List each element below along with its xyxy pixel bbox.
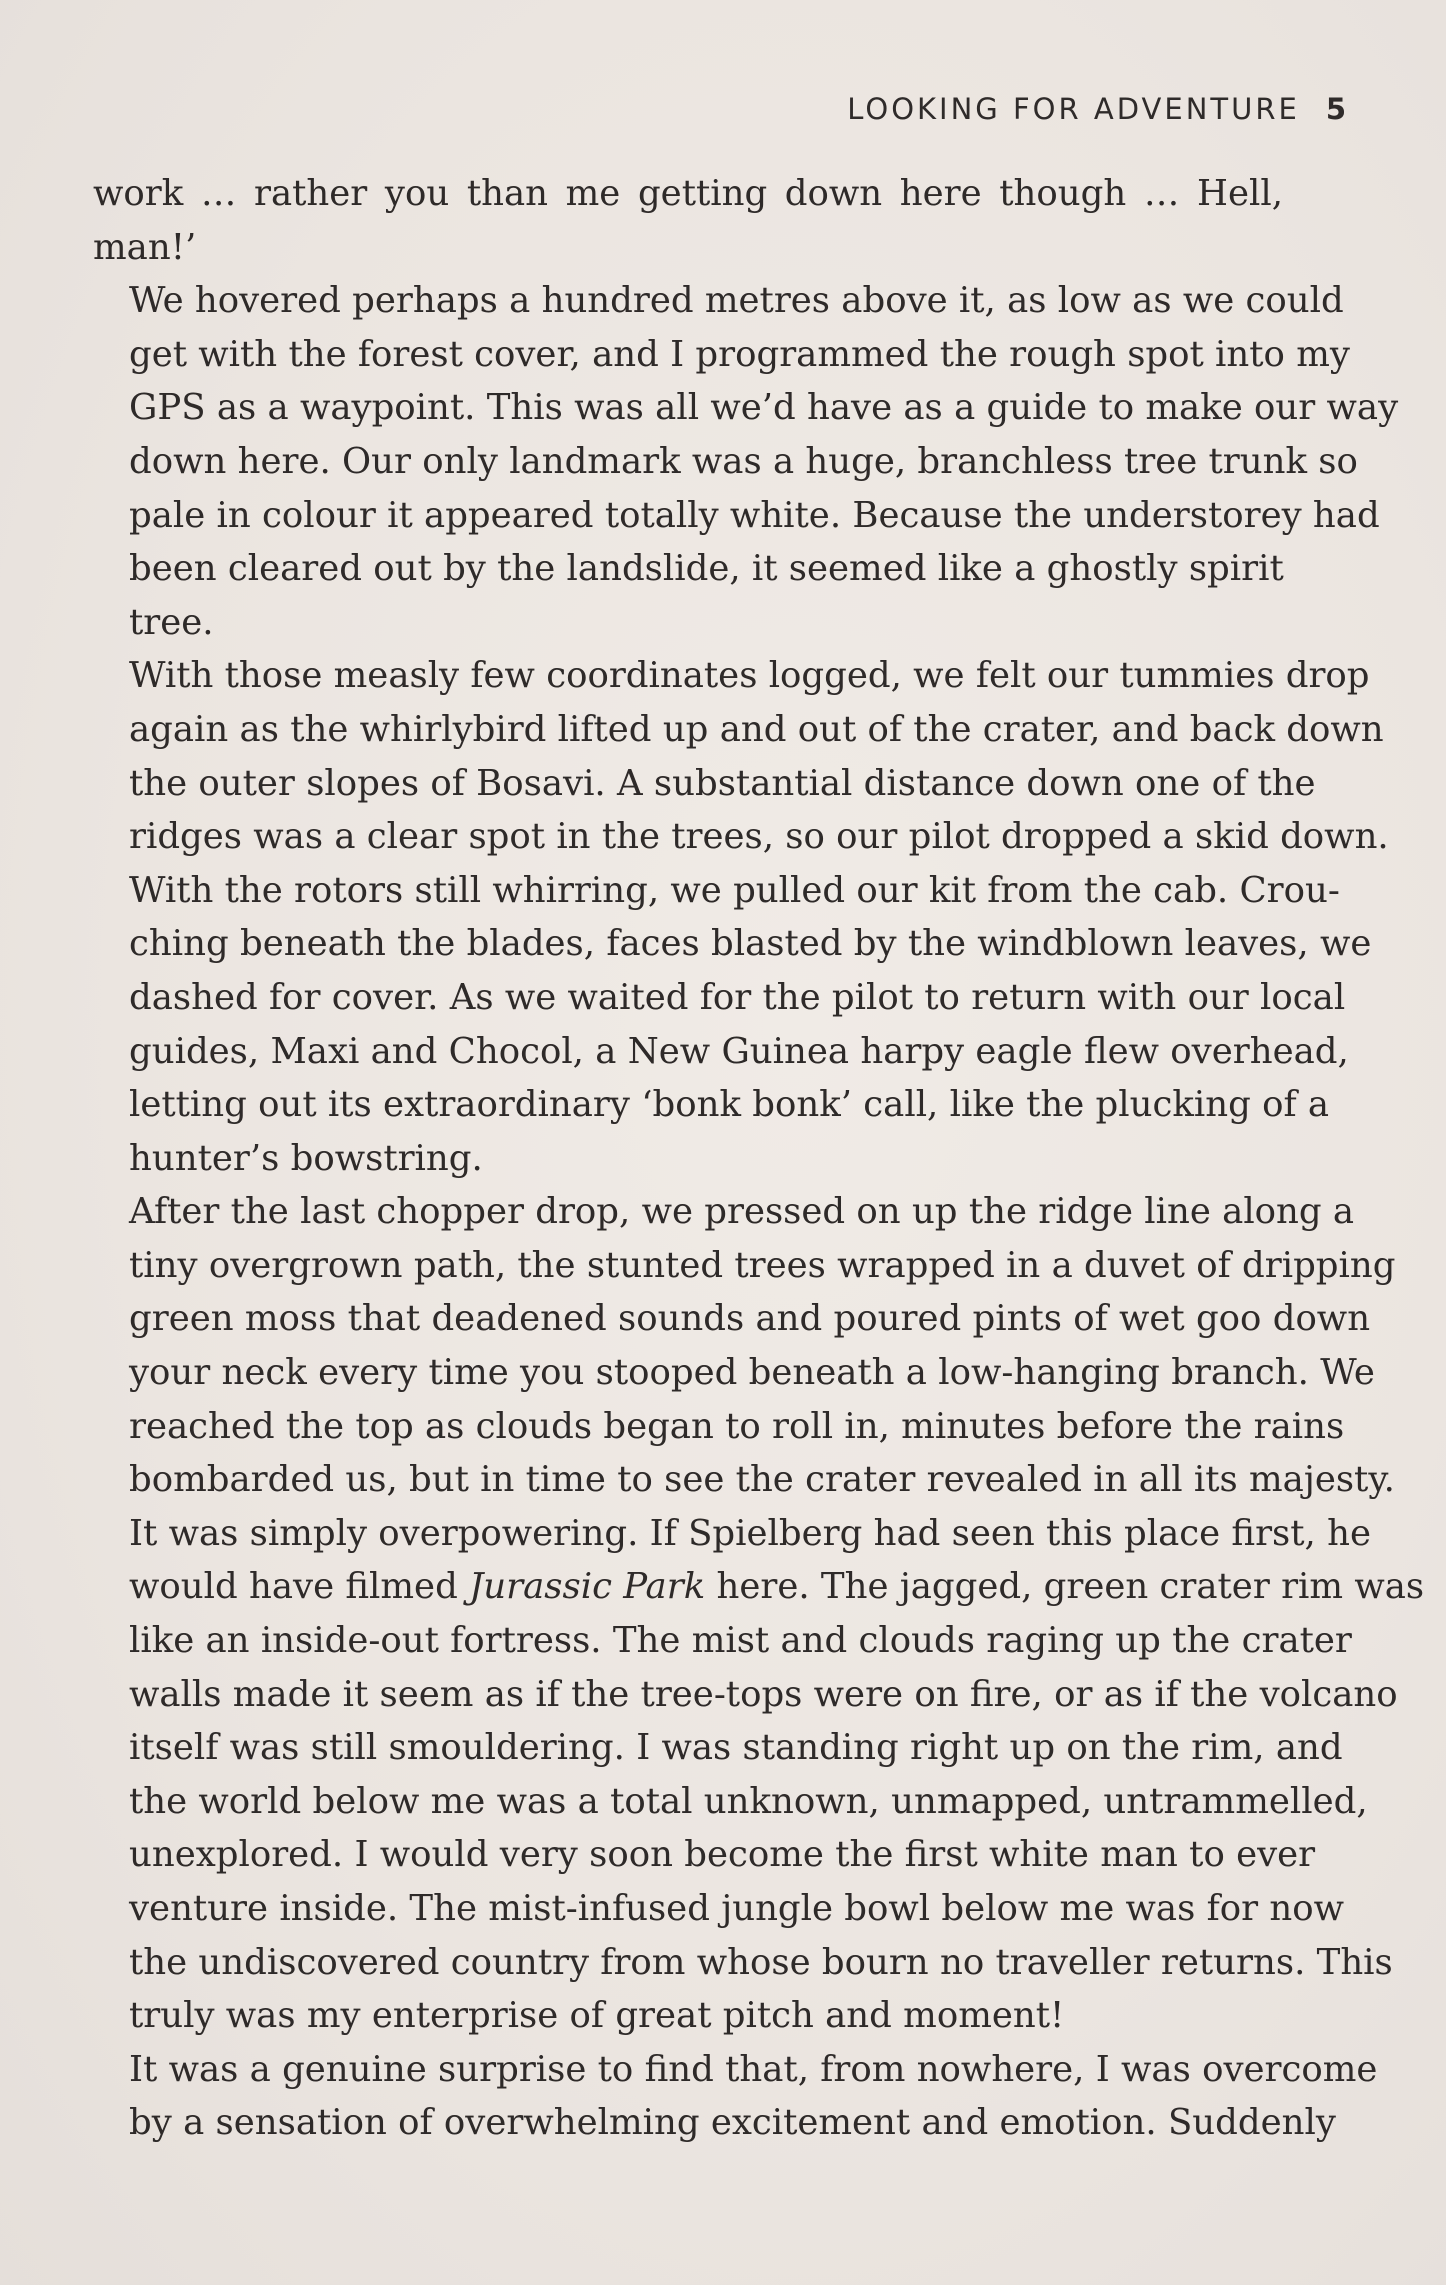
text-line: reached the top as clouds began to roll in, minutes before the rains	[129, 1405, 1345, 1447]
text-line: the undiscovered country from whose bourn no traveller returns. This	[129, 1941, 1393, 1983]
text-line: would have filmed Jurassic Park here. The jagged, green crater rim was	[129, 1566, 1425, 1608]
text-line: It was a genuine surprise to find that, from nowhere, I was overcome	[129, 2048, 1378, 2090]
text-line: unexplored. I would very soon become the first white man to ever	[129, 1834, 1316, 1876]
text-line: like an inside-out fortress. The mist and clouds raging up the crater	[129, 1620, 1352, 1662]
paragraph	[93, 167, 1283, 274]
text-line: tiny overgrown path, the stunted trees wrapped in a duvet of dripping	[129, 1244, 1396, 1286]
text-line: truly was my enterprise of great pitch and moment!	[129, 1995, 1065, 2037]
text-line: pale in colour it appeared totally white. Because the understorey had	[129, 494, 1380, 536]
text-line: hunter’s bowstring.	[129, 1137, 483, 1179]
text-line: get with the forest cover, and I programmed the rough spot into my	[129, 333, 1350, 375]
text-line: again as the whirlybird lifted up and out of the crater, and back down	[129, 708, 1384, 750]
text-line: letting out its extraordinary ‘bonk bonk’ call, like the plucking of a	[129, 1084, 1330, 1126]
text-line: down here. Our only landmark was a huge, branchless tree trunk so	[129, 440, 1358, 482]
running-header	[847, 92, 1346, 126]
text-line: by a sensation of overwhelming excitement and emotion. Suddenly	[129, 2102, 1336, 2144]
text-line: ridges was a clear spot in the trees, so our pilot dropped a skid down.	[129, 816, 1389, 858]
text-line: We hovered perhaps a hundred metres above it, as low as we could	[129, 280, 1344, 322]
text-line: tree.	[129, 601, 214, 643]
text-line: GPS as a waypoint. This was all we’d have as a guide to make our way	[129, 387, 1399, 429]
body-text	[93, 167, 1425, 2150]
text-line: the world below me was a total unknown, unmapped, untrammelled,	[129, 1780, 1368, 1822]
text-line: It was simply overpowering. If Spielberg had seen this place first, he	[129, 1512, 1371, 1554]
paragraph	[93, 649, 1389, 1185]
paragraph	[93, 274, 1399, 649]
text-line: been cleared out by the landslide, it seemed like a ghostly spirit	[129, 548, 1284, 590]
text-line: walls made it seem as if the tree-tops were on fire, or as if the volcano	[129, 1673, 1398, 1715]
text-line: After the last chopper drop, we pressed on up the ridge line along a	[129, 1191, 1355, 1233]
text-line: your neck every time you stooped beneath a low-hanging branch. We	[129, 1352, 1375, 1394]
text-line: venture inside. The mist-infused jungle bowl below me was for now	[129, 1888, 1344, 1929]
text-line: dashed for cover. As we waited for the pilot to return with our local	[129, 976, 1346, 1018]
text-line: green moss that deadened sounds and poured pints of wet goo down	[129, 1298, 1371, 1340]
text-line: bombarded us, but in time to see the crater revealed in all its majesty.	[129, 1459, 1395, 1501]
text-line: man!’	[93, 226, 197, 268]
text-line: itself was still smouldering. I was standing right up on the rim, and	[129, 1727, 1343, 1769]
text-line: the outer slopes of Bosavi. A substantial distance down one of the	[129, 762, 1316, 804]
text-line: With the rotors still whirring, we pulled our kit from the cab. Crou-	[129, 869, 1340, 911]
text-line: ching beneath the blades, faces blasted by the windblown leaves, we	[129, 923, 1372, 965]
chapter-title: LOOKING FOR ADVENTURE	[847, 92, 1300, 126]
paragraph	[93, 2043, 1378, 2150]
text-line: With those measly few coordinates logged, we felt our tummies drop	[129, 655, 1370, 697]
text-line: guides, Maxi and Chocol, a New Guinea harpy eagle flew overhead,	[129, 1030, 1349, 1072]
page-number: 5	[1325, 92, 1346, 126]
text-line: work … rather you than me getting down here though … Hell,	[93, 173, 1283, 214]
paragraph	[93, 1185, 1425, 2043]
